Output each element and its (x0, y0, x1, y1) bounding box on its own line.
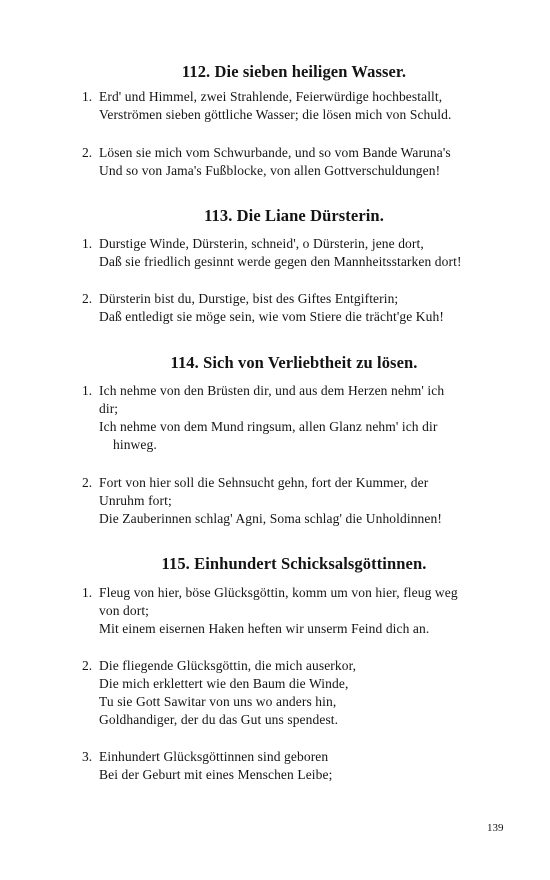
verse-line: dir; (99, 401, 119, 416)
verse-line: Fleug von hier, böse Glücksgöttin, komm um von hier, fleug weg (99, 585, 458, 600)
verse-line: Verströmen sieben göttliche Wasser; die lösen mich von Schuld. (99, 107, 452, 122)
verse-number: 2. (82, 658, 93, 673)
section-title: 115. Einhundert Schicksalsgöttinnen. (161, 554, 427, 573)
verse-line: Bei der Geburt mit eines Menschen Leibe; (99, 767, 333, 782)
section-title: 113. Die Liane Dürsterin. (204, 206, 384, 225)
verse-number: 2. (82, 145, 93, 160)
verse-line: Tu sie Gott Sawitar von uns wo anders hin, (99, 694, 337, 709)
page-number: 139 (487, 822, 504, 834)
verse-line: Daß entledigt sie möge sein, wie vom Stiere die trächt'ge Kuh! (99, 309, 444, 324)
verse-number: 1. (82, 585, 93, 600)
verse-line: Die Zauberinnen schlag' Agni, Soma schlag' die Unholdinnen! (99, 511, 442, 526)
verse-line: von dort; (99, 603, 150, 618)
verse-line: Die fliegende Glücksgöttin, die mich auserkor, (99, 658, 357, 673)
section-title: 114. Sich von Verliebtheit zu lösen. (170, 353, 418, 372)
verse-line: Einhundert Glücksgöttinnen sind geboren (99, 749, 329, 764)
verse-number: 1. (82, 236, 93, 251)
verse-line: Erd' und Himmel, zwei Strahlende, Feierwürdige hochbestallt, (99, 89, 443, 104)
verse-number: 2. (82, 291, 93, 306)
verse-line: Dürsterin bist du, Durstige, bist des Giftes Entgifterin; (99, 291, 399, 306)
verse-line: hinweg. (113, 437, 157, 452)
verse-line: Ich nehme von den Brüsten dir, und aus dem Herzen nehm' ich (99, 383, 445, 398)
verse-number: 2. (82, 475, 93, 490)
verse-line: Ich nehme von dem Mund ringsum, allen Glanz nehm' ich dir (99, 419, 438, 434)
verse-number: 1. (82, 383, 93, 398)
verse-line: Mit einem eisernen Haken heften wir unserm Feind dich an. (99, 621, 430, 636)
verse-number: 3. (82, 749, 93, 764)
verse-line: Fort von hier soll die Sehnsucht gehn, fort der Kummer, der (99, 475, 429, 490)
verse-line: Durstige Winde, Dürsterin, schneid', o Dürsterin, jene dort, (99, 236, 424, 251)
verse-number: 1. (82, 89, 93, 104)
verse-line: Unruhm fort; (99, 493, 172, 508)
verse-line: Lösen sie mich vom Schwurbande, und so vom Bande Waruna's (99, 145, 451, 160)
verse-line: Daß sie friedlich gesinnt werde gegen den Mannheitsstarken dort! (99, 254, 462, 269)
verse-line: Goldhandiger, der du das Gut uns spendest. (99, 712, 339, 727)
verse-line: Und so von Jama's Fußblocke, von allen Gottverschuldungen! (99, 163, 441, 178)
verse-line: Die mich erklettert wie den Baum die Winde, (99, 676, 349, 691)
section-title: 112. Die sieben heiligen Wasser. (181, 62, 407, 81)
